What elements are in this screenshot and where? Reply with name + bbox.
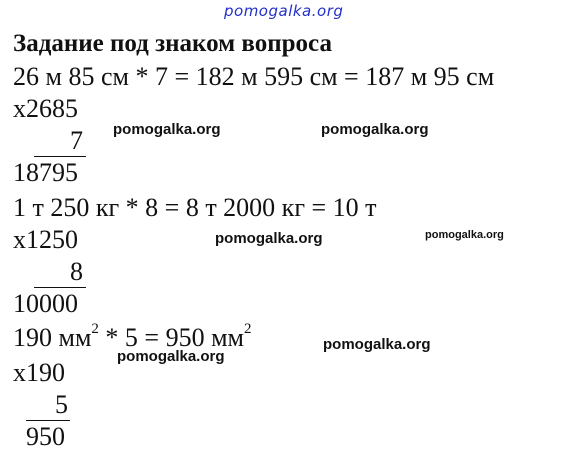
watermark: pomogalka.org xyxy=(117,348,225,365)
watermark: pomogalka.org xyxy=(113,121,221,138)
problem3-multiplicand: х190 xyxy=(13,358,65,387)
problem1-rule xyxy=(34,156,86,157)
problem1-multiplicand: х2685 xyxy=(13,94,78,123)
problem3-eq-left: 190 мм xyxy=(13,323,92,352)
problem2-rule xyxy=(34,287,86,288)
problem3-result: 950 xyxy=(26,422,65,451)
superscript: 2 xyxy=(91,321,99,337)
problem2-multiplier: 8 xyxy=(70,257,83,286)
watermark: pomogalka.org xyxy=(215,230,323,247)
page-title: Задание под знаком вопроса xyxy=(13,30,332,57)
problem3-rule xyxy=(26,420,70,421)
problem1-result: 18795 xyxy=(13,158,78,187)
watermark: pomogalka.org xyxy=(425,229,504,241)
problem3-eq-mid: * 5 = 950 мм xyxy=(98,323,244,352)
watermark: pomogalka.org xyxy=(321,121,429,138)
problem2-multiplicand: х1250 xyxy=(13,225,78,254)
problem1-multiplier: 7 xyxy=(70,126,83,155)
superscript: 2 xyxy=(243,321,252,337)
watermark: pomogalka.org xyxy=(323,336,431,353)
watermark-header: pomogalka.org xyxy=(224,2,344,20)
problem2-result: 10000 xyxy=(13,289,78,318)
problem2-equation: 1 т 250 кг * 8 = 8 т 2000 кг = 10 т xyxy=(13,193,377,222)
problem1-equation: 26 м 85 см * 7 = 182 м 595 см = 187 м 95 см xyxy=(13,62,495,91)
problem3-multiplier: 5 xyxy=(55,390,68,419)
